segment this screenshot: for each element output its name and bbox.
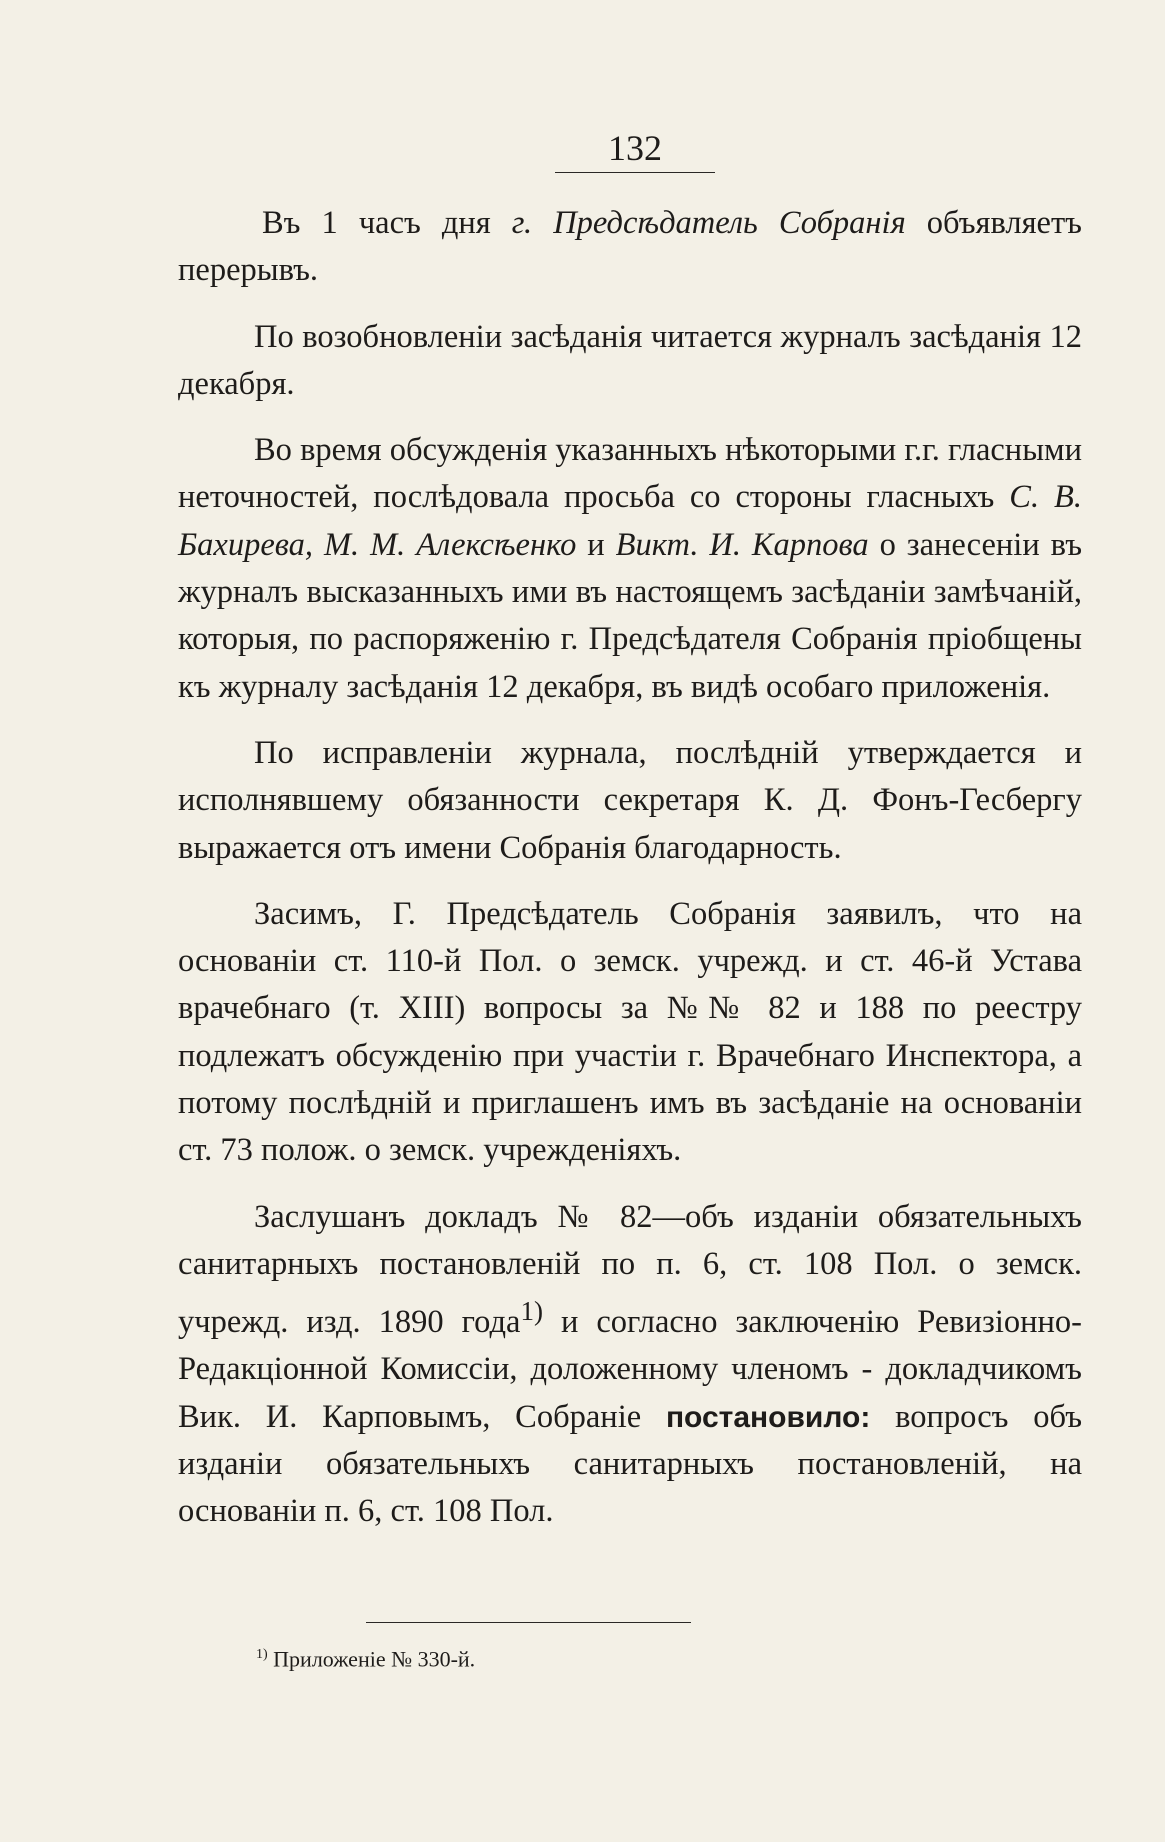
text-run: Въ 1 часъ дня [262, 205, 512, 241]
paragraph-inspector: Засимъ, Г. Предсѣдатель Собранія заявилъ, что на основаніи ст. 110-й Пол. о земск. учрежд. и ст. 46-й Устава врачебнаго (т. XIII) вопросы за №№ 82 и 188 по реестру подлежатъ обсужденію при участіи г. Врачебнаго Инспектора, а потому послѣдній и приглашенъ имъ въ засѣданіе на основаніи ст. 73 полож. о земск. учрежденіяхъ. [178, 895, 1082, 1169]
footnote-reference: 1) [520, 1296, 544, 1327]
paragraph-corrections [178, 427, 1082, 711]
footnote-mark: 1) [256, 1647, 268, 1662]
paragraph-report-82 [178, 1194, 1082, 1536]
paragraph-recess [178, 200, 1082, 295]
text-run: и согласно заключенію Ревизіонно-Редакціонной Комиссіи, доложенному членомъ - докладчикомъ Вик. И. Карповымъ, Собраніе [178, 1304, 1082, 1435]
chairman-title: г. Предсѣдатель Собранія [511, 205, 906, 241]
footnote-text: Приложеніе № 330-й. [267, 1646, 476, 1672]
person-name: М. М. Алексѣенко [323, 526, 577, 563]
text-run: Заслушанъ докладъ № 82—объ изданіи обязательныхъ санитарныхъ постановленій по п. 6, ст. 108 Пол. о земск. учрежд. изд. 1890 года [178, 1198, 1082, 1341]
person-name: С. В. Бахирева, [178, 479, 1083, 563]
text-run: о занесеніи въ журналъ высказанныхъ ими въ настоящемъ засѣданіи замѣчаній, которыя, по распоряженію г. Предсѣдателя Собранія пріобщены къ журналу засѣданія 12 декабря, въ видѣ особаго приложенія. [178, 526, 1083, 705]
footnote-divider [366, 1622, 691, 1623]
page-number: 132 [555, 126, 715, 173]
text-run [313, 527, 324, 563]
text-run: и [576, 526, 616, 563]
footnote [256, 1640, 475, 1674]
person-name: Викт. И. Карпова [615, 526, 869, 563]
paragraph-journal-reading: По возобновленіи засѣданія читается журналъ засѣданія 12 декабря. [178, 318, 1082, 402]
text-run: объявляетъ перерывъ. [178, 205, 1082, 289]
paragraph-journal-approved: По исправленіи журнала, послѣдній утверждается и исполнявшему обязанности секретаря К. Д. Фонъ-Гесбергу выражается отъ имени Собранія благодарность. [178, 734, 1082, 866]
text-run: Во время обсужденія указанныхъ нѣкоторыми г.г. гласными неточностей, послѣдовала просьба со стороны гласныхъ [178, 432, 1082, 516]
text-run: вопросъ объ изданіи обязательныхъ санитарныхъ постановленій, на основаніи п. 6, ст. 108 Пол. [178, 1398, 1083, 1530]
body-text [178, 200, 1082, 1555]
resolution-keyword: постановило: [665, 1400, 871, 1434]
